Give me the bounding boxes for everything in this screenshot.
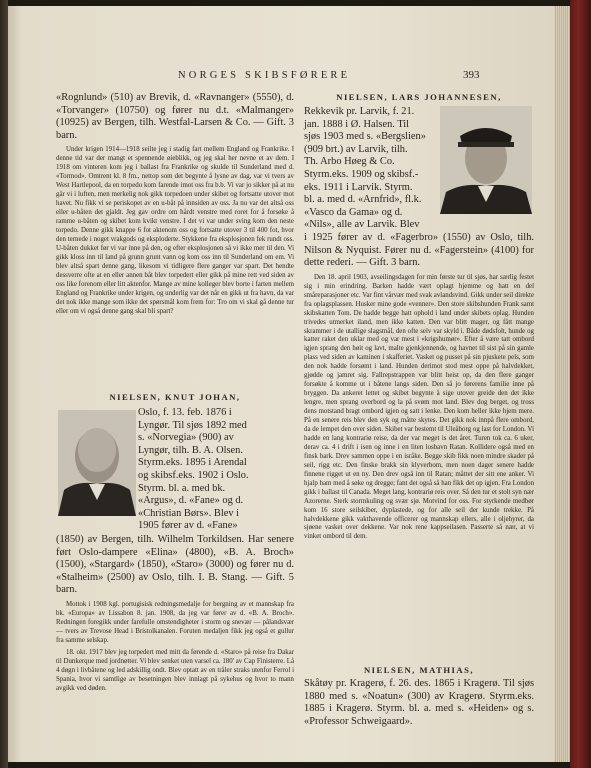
lars-line-5: Th. Arbo Høeg & Co. bbox=[304, 156, 395, 168]
lars-heading-row bbox=[304, 92, 534, 102]
lars-heading: NIELSEN, LARS JOHANNESEN, bbox=[336, 92, 502, 102]
lars-line-7: eks. 1911 i Larvik. Styrm. bbox=[304, 181, 413, 193]
lars-line-3: sjøs 1903 med s. «Bergslien» bbox=[304, 131, 426, 143]
knut-line-1: Oslo, f. 13. feb. 1876 i bbox=[138, 407, 232, 418]
knut-line-10: 1905 fører av d. «Fane» bbox=[138, 520, 238, 532]
book-page bbox=[8, 6, 554, 762]
knut-line-3: s. «Norvegia» (900) av bbox=[138, 432, 234, 444]
lars-body: i 1925 fører av d. «Fagerbro» (1550) av Oslo, tilh. Nilson & Nyquist. Fører nu d. «Fagerstein» (4100) for dette rederi. — Gift. 3 barn. bbox=[304, 232, 534, 269]
knut-medal-text: Mottok i 1908 kgl. portugisisk redningsmedalje for bergning av et mannskap fra bk. «Europa» av Lissabon 8. jan. 1908, da jeg var fører av d. «B. A. Broch». Redningen foregikk under farefulle omstendigheter i storm og snevær — pålandsvær — tvers av Trevose Head i Bristolkanalen. Foruten medaljen fikk jeg også et gullur fra samme selskap. bbox=[56, 600, 294, 644]
left-column bbox=[56, 92, 294, 316]
lars-beside-photo bbox=[304, 106, 434, 232]
portrait-lars-johannesen-nielsen bbox=[440, 106, 532, 214]
knut-beside-photo bbox=[138, 407, 294, 533]
knut-line-9: «Christian Børs». Blev i bbox=[138, 507, 240, 519]
lars-line-4: (909 brt.) av Larvik, tilh. bbox=[304, 143, 408, 155]
page-edges bbox=[554, 6, 570, 762]
book-cover-edge bbox=[570, 0, 591, 768]
knut-continuation bbox=[56, 534, 294, 694]
mathias-heading: NIELSEN, MATHIAS, bbox=[363, 665, 475, 675]
portrait-knut-johan-nielsen bbox=[58, 410, 136, 516]
book-binding-left bbox=[0, 0, 8, 768]
knut-torpedo-text: 18. okt. 1917 blev jeg torpedert med mitt da førende d. «Staro» på reise fra Dakar til Dunkerque med jordnøtter. Vi blev senket uten varsel ca. 180' av Cap Finisterre. Lå 4 døgn i livbåtene og led adskillig ondt. Blev optatt av en tråler straks utenfor Ferrol i Spania, hvor vi samtlige av besetningen blev innlagt på sykehus og hvor to mann avgikk ved døden. bbox=[56, 648, 294, 692]
lars-line-10: «Nils», alle av Larvik. Blev bbox=[304, 219, 420, 231]
mathias-body: Skåtøy pr. Kragerø, f. 26. des. 1865 i Kragerø. Til sjøs 1880 med s. «Noatun» (300) av Kragerø. Styrm.eks. 1885 i Kragerø. Styrm. bl. a. med s. «Heiden» og s. «Professor Schweigaard». bbox=[304, 678, 534, 727]
lars-line-2: jan. 1888 i Ø. Halsen. Til bbox=[304, 118, 410, 130]
knut-line-4: Lyngør, tilh. B. A. Olsen. bbox=[138, 444, 243, 456]
lars-continuation bbox=[304, 232, 534, 542]
lars-line-6: Styrm.eks. 1909 og skibsf.- bbox=[304, 168, 419, 180]
knut-line-5: Styrm.eks. 1895 i Arendal bbox=[138, 457, 247, 469]
knut-line-6: og skibsf.eks. 1902 i Oslo. bbox=[138, 469, 249, 481]
page-header bbox=[8, 70, 554, 84]
knut-body: (1850) av Bergen, tilh. Wilhelm Torkildsen. Har senere ført Oslo-dampere «Elina» (4800), «B. A. Broch» (1500), «Stargard» (1850), «Staro» (3000) og fører nu d. «Stalheim» (2500) av Oslo, tilh. I. B. Stang. — Gift. 5 barn. bbox=[56, 534, 294, 596]
knut-line-2: Lyngør. Til sjøs 1892 med bbox=[138, 419, 247, 431]
lars-story-text: Den 18. april 1903, avseilingsdagen for min første tur til sjøs, har særlig festet sig i min erindring. Barken hadde vært oplagt hjemme og hatt en del småreparasjoner etc. Var fint vårvær med svak avlandsvind. Gikk under seil direkte fra oplagsplassen. Husker mine gode «venner». Den store skibshunden Frank samt skibskatten Tom. De hadde begge hatt ophold i land under skibets oplag. Hunden trivedes utmerket iland, men ikke katten. Den var blitt mager, og fått mange skrammer i de utallige slagsmål, den ofte selv var skyld i. Både dødsfolt, hunde og katter raket den uklar med og var mest i «krigshumør». Efter å være tatt ombord igjen sprang den høit og lavt, malte gjenkjennende, og havnet til sist på sin gamle plass ved siden av kaminen i skafferiet. Vasket og pusset på sin pjuskete pels, som den nok hadde forsømt i land. Hunden derimot stod mest oppe på halvdekket, gjødde og jamret sig. Fallrepstrappen var blitt heist op, da den flere ganger forsøkte å komme ut i båtene langs siden. Den så jo førerens familie inne på bryggen. Da ankeret lettet og skibet begynte å sige utover greide den det ikke lengre, men sprang overbord og la på svøm mot land. Blev dog berget, og tross dens motstand bragt ombord igjen og satt i lenke. Den kom heller ikke hjem mere. På en senere reis blev den syk og måtte skytes. Det gikk nok innpå flere ombord, da de lempet den over siden. Skibet var bestemt til Uleåborg og last for London. Vi hadde en lang kontrariø reise, da der var meget is det året. Turen tok ca. 6 uker, derav ca. 4 i drift i isen og inne i en liten losbavn Ratan. Kollidere også med en finsk bark. Drev sammen oppe i en isråke. Begge skib fikk noen mindre skader på seil, rigg etc. Den finske brakk sin klyverbom, men noen dager senere hadde finnene rigget ut en ny. Den drev også inn til Ratan; måttet der sitt ene anker. Vi hjalp ham med å søke og dregge; fant det også så han fikk det op igjen. Fra London gikk i ballast til Canada. Meget lang, kontrariø reis over. Så den tur et stolt syn nær Azorerne. Sterk stormkuling og svær sjø. Motvind for oss. For styrkende medbør kom 16 store seilskiber, dyplastede, og for alle seil der kunde trekke. På halvdekkene gikk vakthavende officerer og mannskap ellers, alle i oljehyrer, da sjøene vasket over dekkene. Var nok rene kappseilasen. Passerte så nær, at vi vinket ombord til dem. bbox=[304, 273, 535, 541]
lars-line-9: «Vasco da Gama» og d. bbox=[304, 206, 403, 218]
mathias-entry bbox=[304, 665, 534, 728]
page-number: 393 bbox=[463, 69, 480, 81]
knut-heading: NIELSEN, KNUT JOHAN, bbox=[109, 392, 241, 402]
top-entry-text: «Rognlund» (510) av Brevik, d. «Ravnanger» (5550), d. «Torvanger» (10750) og fører nu d.t. «Malmanger» (10925) av Bergen, tilh. Westfal-Larsen & Co. — Gift. 3 barn. bbox=[56, 92, 294, 141]
lars-line-8: bl. a. med d. «Arnfrid», fl.k. bbox=[304, 194, 422, 206]
lars-line-1: Rekkevik pr. Larvik, f. 21. bbox=[304, 106, 415, 117]
knut-line-8: «Argus», d. «Fane» og d. bbox=[138, 495, 244, 507]
knut-heading-row bbox=[56, 392, 294, 402]
knut-line-7: Styrm. bl. a. med bk. bbox=[138, 482, 226, 494]
war-story-text: Under krigen 1914—1918 seilte jeg i stadig fart mellem England og Frankrike. I denne tid var der mangt et spennende øieblikk, og jeg skal her nevne et av dem. I 1918 om vinteren kom jeg i ballast fra Frankrike og skulde til Sunderland med d. «Tormod». Omtrent kl. 8 fm., nettop som det begynte å lysne av dag, var vi tvers av West Hartlepool, da en torpedo kom farende imot oss fra b.b. Vi var jo sikker på at nu går vi i luften, men merkelig nok gikk torpedoen under skibet og fortsatte utover mot havet. Nu fikk vi se periskopet av en u-båt på innsiden av oss. Ja nu var det altså oss eller u-båten det gjaldt. Jeg gav ordre om hårdt venstre med roret for å forsøke å ramme u-båten og skibet kom kvikt venstre. I det vi var under sving kom den neste torpedo. Denne gikk knappe 6 fot aktenom oss og fortsatte utover 3 til 400 fot, hvor den ternede i noget vrakgods og eksploderte. Stykkene fra eksplosjonen fek rundt oss. U-båten dukket før vi var inne på den, og efter eksplosjonen så vi ikke mer til den. Vi gikk kloss inn til land på grunn grunt vann og kom oss inn til Sunderland om em. Vi blev altså spart denne gang, likesom vi tidligere flere ganger var spart. Det hendte dessverre ofte at en eller annen båt blev torpedert eller gikk på mine rett ved siden av oss like forenom eller litt aktenfor. Mange av mine kolleger blev borte i farten mellem England og Frankrike under krigen, og underlig var det når en gikk ut fra havn, da var det nok ikke mange som ikke det spørsmål kom frem for: Tro om vi skal gå denne tur eller om vi også denne gang skal bli spart? bbox=[56, 146, 294, 315]
running-title: NORGES SKIBSFØRERE bbox=[178, 70, 351, 81]
